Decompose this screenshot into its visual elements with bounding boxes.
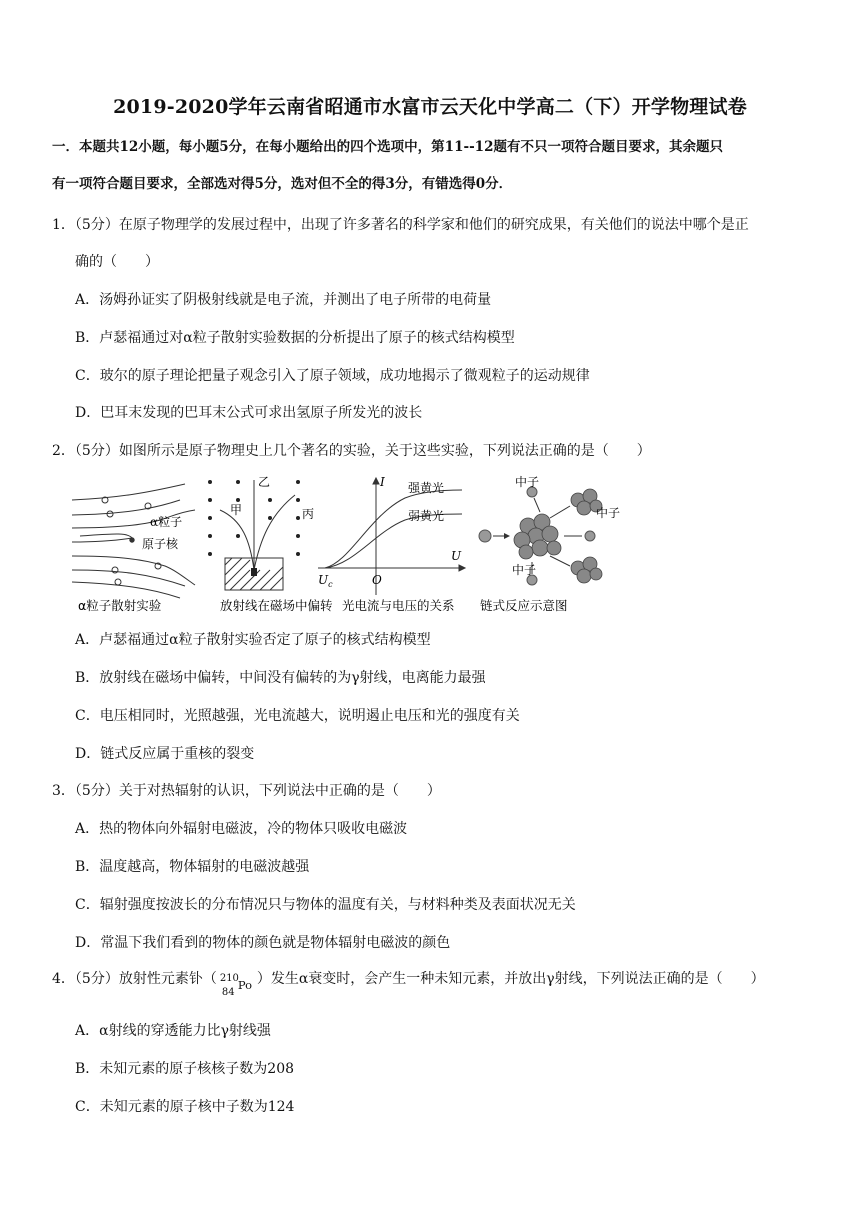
caption-chain-reaction: 链式反应示意图 — [480, 598, 568, 613]
q2-figure-svg — [70, 470, 630, 620]
radiation-deflection-diagram — [208, 480, 300, 590]
q4-stem-pre: 4．（5分）放射性元素钋（ — [52, 971, 217, 987]
neutron-label-top: 中子 — [515, 475, 540, 489]
section-instructions-line-1: 一．本题共12小题，每小题5分，在每小题给出的四个选项中，第11--12题有不只一项符合题目要求，其余题只 — [52, 139, 723, 155]
q1-option-d: D．巴耳末发现的巴耳末公式可求出氢原子所发光的波长 — [75, 405, 423, 421]
q3-option-b: B．温度越高，物体辐射的电磁波越强 — [75, 859, 310, 875]
weak-light-label: 弱黄光 — [408, 509, 445, 523]
section-instructions — [52, 129, 822, 203]
alpha-particle-label: α粒子 — [150, 515, 183, 529]
q2-option-d: D．链式反应属于重核的裂变 — [75, 746, 255, 762]
q3-option-c: C．辐射强度按波长的分布情况只与物体的温度有关，与材料种类及表面状况无关 — [75, 897, 576, 913]
q4-option-a: A．α射线的穿透能力比γ射线强 — [75, 1023, 271, 1039]
caption-radiation-deflection: 放射线在磁场中偏转 — [220, 598, 333, 613]
q2-option-b: B．放射线在磁场中偏转，中间没有偏转的为γ射线，电离能力最强 — [75, 670, 486, 686]
yi-label: 乙 — [258, 475, 271, 489]
chain-reaction-diagram — [479, 487, 602, 585]
q2-option-c: C．电压相同时，光照越强，光电流越大，说明遏止电压和光的强度有关 — [75, 708, 520, 724]
q4-option-c: C．未知元素的原子核中子数为124 — [75, 1099, 295, 1115]
mass-number: 210 — [219, 973, 239, 984]
jia-label: 甲 — [230, 503, 243, 517]
q4-stem-post: ）发生α衰变时，会产生一种未知元素，并放出γ射线，下列说法正确的是（ ） — [256, 971, 765, 987]
q3-stem: 3．（5分）关于对热辐射的认识，下列说法中正确的是（ ） — [52, 783, 441, 799]
q3-option-d: D．常温下我们看到的物体的颜色就是物体辐射电磁波的颜色 — [75, 935, 451, 951]
q1-stem-line-2: 确的（ ） — [75, 254, 159, 270]
atomic-number: 84 — [221, 987, 235, 998]
stopping-voltage-label: $U_c$ — [318, 573, 333, 589]
photocurrent-graph — [318, 478, 465, 595]
q1-option-c: C．玻尔的原子理论把量子观念引入了原子领域，成功地揭示了微观粒子的运动规律 — [75, 368, 590, 384]
neutron-label-right: 中子 — [596, 506, 621, 520]
q1-option-b: B．卢瑟福通过对α粒子散射实验数据的分析提出了原子的核式结构模型 — [75, 330, 515, 346]
q4-option-b: B．未知元素的原子核核子数为208 — [75, 1061, 295, 1077]
q2-stem: 2．（5分）如图所示是原子物理史上几个著名的实验，关于这些实验，下列说法正确的是（ ） — [52, 443, 651, 459]
voltage-axis-label: U — [451, 549, 462, 563]
strong-light-label: 强黄光 — [408, 481, 445, 495]
q1-stem-line-1: 1．（5分）在原子物理学的发展过程中，出现了许多著名的科学家和他们的研究成果，有关他们的说法中哪个是正 — [52, 217, 749, 233]
page-title: 2019-2020学年云南省昭通市水富市云天化中学高二（下）开学物理试卷 — [113, 96, 747, 118]
element-symbol: Po — [237, 978, 253, 992]
q2-figure — [70, 470, 630, 620]
origin-label: O — [372, 573, 382, 587]
q3-option-a: A．热的物体向外辐射电磁波，冷的物体只吸收电磁波 — [75, 821, 408, 837]
section-instructions-line-2: 有一项符合题目要求，全部选对得5分，选对但不全的得3分，有错选得0分． — [52, 176, 513, 192]
bing-label: 丙 — [302, 507, 315, 521]
q4-stem — [52, 964, 765, 998]
q1-option-a: A．汤姆孙证实了阴极射线就是电子流，并测出了电子所带的电荷量 — [75, 292, 492, 308]
caption-alpha-scattering: α粒子散射实验 — [78, 598, 162, 613]
neutron-label-bottom: 中子 — [512, 563, 537, 577]
polonium-nuclide — [218, 964, 256, 998]
caption-photocurrent: 光电流与电压的关系 — [342, 598, 455, 613]
nucleus-label: 原子核 — [142, 537, 179, 551]
q2-option-a: A．卢瑟福通过α粒子散射实验否定了原子的核式结构模型 — [75, 632, 431, 648]
current-axis-label: I — [380, 475, 385, 489]
